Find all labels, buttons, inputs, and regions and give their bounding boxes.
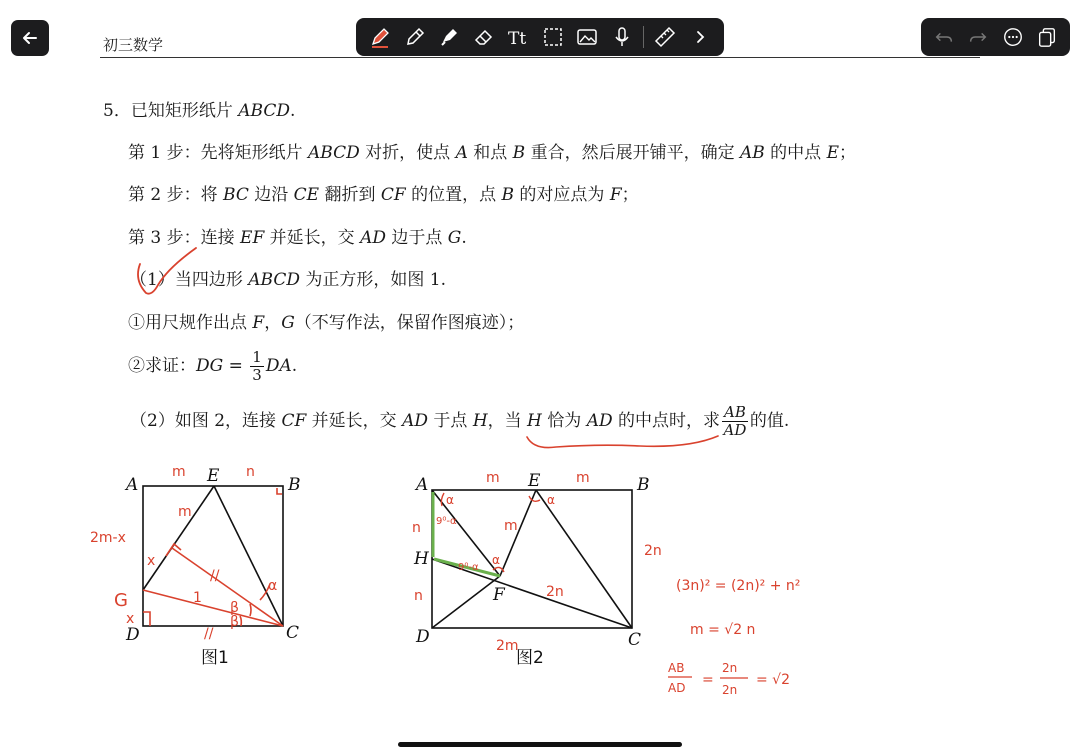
fig1-note-2m-x: 2m-x xyxy=(90,530,126,546)
fig1-label-d: D xyxy=(126,625,140,645)
figure-1 xyxy=(80,460,340,680)
work-frac2-den: 2n xyxy=(722,683,738,697)
fig2-note-alpha: α xyxy=(446,493,454,507)
fig2-caption: 图2 xyxy=(516,648,544,668)
fig2-note-m3: m xyxy=(504,518,518,534)
fig2-label-f: F xyxy=(493,585,505,605)
step-1: 第 1 步：先将矩形纸片 ABCD 对折，使点 A 和点 B 重合，然后展开铺平，确定 AB 的中点 E； xyxy=(128,143,856,163)
part-1-question-1: ①用尺规作出点 F，G（不写作法，保留作图痕迹）； xyxy=(128,313,525,333)
fig2-note-2n2: 2n xyxy=(546,584,564,600)
problem-number: 5． xyxy=(103,101,131,121)
fig1-note-m: m xyxy=(172,464,186,480)
fig1-note-x2: x xyxy=(126,611,135,627)
fig2-label-b: B xyxy=(637,475,650,495)
problem-intro: 5．已知矩形纸片 ABCD. xyxy=(103,101,296,121)
work-frac1-den: AD xyxy=(668,681,686,695)
work-frac2-num: 2n xyxy=(722,661,738,675)
fig2-note-2n: 2n xyxy=(644,543,662,559)
fig1-note-tick2: // xyxy=(204,626,214,642)
underline-annotation xyxy=(527,436,718,448)
fig2-note-n: n xyxy=(412,520,421,536)
fig2-note-alpha2: α xyxy=(547,493,555,507)
fig1-note-one: 1 xyxy=(193,590,202,606)
svg-text:Tt: Tt xyxy=(508,29,527,49)
home-indicator[interactable] xyxy=(398,742,682,747)
fig2-label-e: E xyxy=(528,471,541,491)
part-1-question-2: ②求证：DG = $\frac{1}{3}$ DA. xyxy=(128,348,298,384)
line-fc xyxy=(172,548,283,626)
line-eg xyxy=(143,486,214,590)
fig1-label-b: B xyxy=(288,475,301,495)
line-df xyxy=(432,576,500,628)
step-2: 第 2 步：将 BC 边沿 CE 翻折到 CF 的位置，点 B 的对应点为 F； xyxy=(128,185,639,205)
checkmark-annotation xyxy=(138,248,196,294)
fig1-label-a: A xyxy=(126,475,139,495)
fig2-label-c: C xyxy=(628,630,642,650)
fig1-label-g: G xyxy=(114,590,128,611)
fig1-caption: 图1 xyxy=(201,648,229,668)
fig1-label-c: C xyxy=(286,623,300,643)
work-equals: = xyxy=(702,672,714,688)
work-result: = √2 xyxy=(756,672,791,688)
fig2-note-90-alpha2: 9⁰-α xyxy=(458,562,479,573)
fig2-note-90-alpha: 9⁰-α xyxy=(436,516,457,527)
fig2-label-d: D xyxy=(416,627,430,647)
fig2-label-h: H xyxy=(414,549,429,569)
fig2-note-alpha3: α xyxy=(492,553,500,567)
fig1-note-beta: β xyxy=(230,600,239,616)
fig2-note-m: m xyxy=(486,470,500,486)
line-ec xyxy=(214,486,283,626)
fig1-note-alpha: α xyxy=(268,578,278,594)
fig1-note-tick: // xyxy=(210,568,220,584)
line-gc xyxy=(143,590,283,626)
work-line-2: m = √2 n xyxy=(690,622,756,638)
fig1-note-beta2: β xyxy=(230,614,239,630)
fig2-label-a: A xyxy=(416,475,429,495)
fraction-ab-over-ad: $\frac{AB}{AD}$ xyxy=(723,403,747,439)
square-abcd xyxy=(143,486,283,626)
rectangle-abcd xyxy=(432,490,632,628)
work-line-1: (3n)² = (2n)² + n² xyxy=(676,578,801,594)
fig2-note-2m: 2m xyxy=(496,638,519,654)
handwritten-working xyxy=(670,560,870,710)
notebook-title: 初三数学 xyxy=(103,36,164,54)
fig1-note-n: n xyxy=(246,464,255,480)
part-2: （2）如图 2，连接 CF 并延长，交 AD 于点 H，当 H 恰为 AD 的中点时，求 $\frac{AB}{AD}$ 的值. xyxy=(130,403,790,439)
fig1-label-e: E xyxy=(207,466,220,486)
work-frac1-num: AB xyxy=(668,661,685,675)
line-ec xyxy=(536,490,632,628)
fraction-one-third: $\frac{1}{3}$ xyxy=(252,348,262,384)
fig1-note-m2: m xyxy=(178,504,192,520)
part-1: （1）当四边形 ABCD 为正方形，如图 1. xyxy=(130,270,446,290)
fig1-note-x: x xyxy=(147,553,156,569)
fig2-note-n2: n xyxy=(414,588,423,604)
fig2-note-m2: m xyxy=(576,470,590,486)
step-3: 第 3 步：连接 EF 并延长，交 AD 边于点 G. xyxy=(128,228,467,248)
figure-2 xyxy=(400,460,680,680)
